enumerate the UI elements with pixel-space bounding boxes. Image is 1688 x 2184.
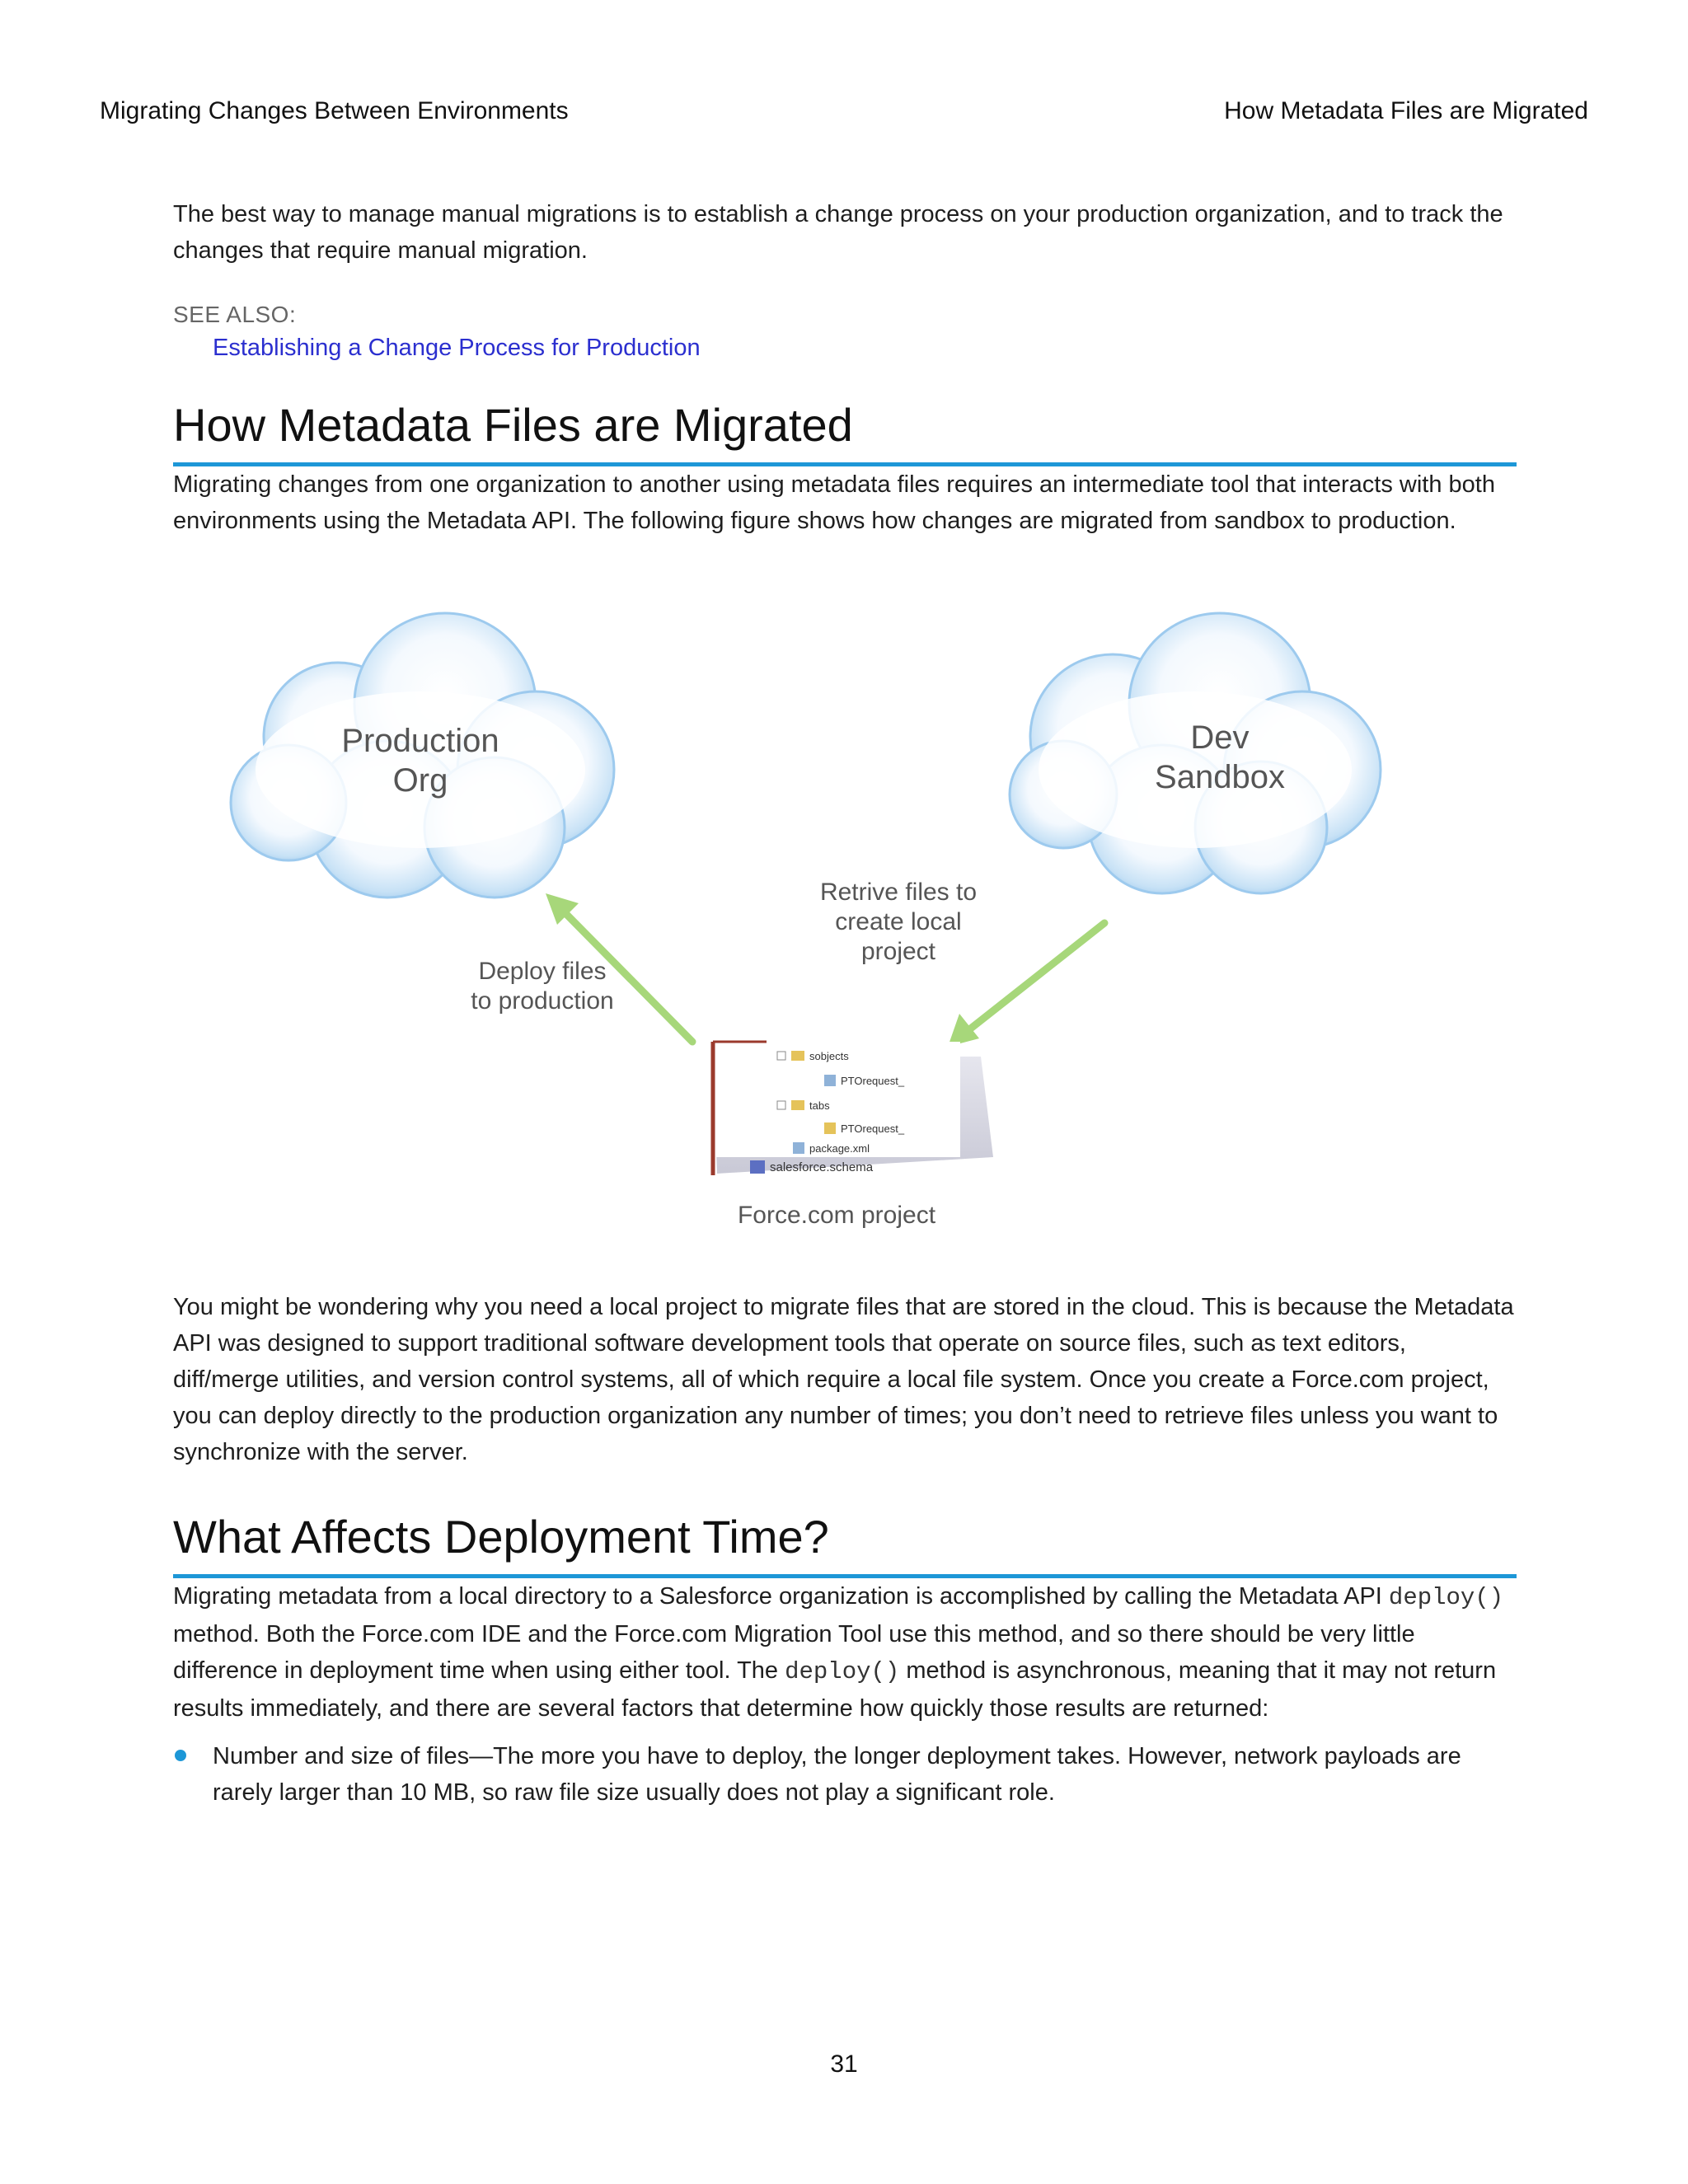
schema-icon — [750, 1160, 765, 1174]
retrieve-label-line1: Retrive files to — [819, 879, 978, 906]
header-section-title: How Metadata Files are Migrated — [1224, 97, 1588, 124]
production-cloud-line1: Production — [341, 723, 499, 759]
production-cloud — [231, 613, 614, 898]
see-also-label: SEE ALSO: — [173, 302, 297, 327]
project-screenshot — [713, 1042, 993, 1229]
running-header — [100, 97, 1588, 125]
dev-cloud-line1: Dev — [1190, 719, 1250, 756]
tree-item-sobjects: sobjects — [809, 1050, 849, 1062]
file-icon — [824, 1122, 836, 1134]
heading-metadata-migration: How Metadata Files are Migrated — [173, 396, 1517, 466]
local-project-paragraph: You might be wondering why you need a local project to migrate files that are stored in the cloud. This is because the Metadata API was designed to support traditional software development tools that operate on source files, such as text editors, diff/merge utilities, and version control systems, all of which require a local file system. Once you create a Force.com project, you can deploy directly to the production organization any number of times; you don’t need to retrieve files unless you want to synchronize with the server. — [173, 1294, 1514, 1465]
production-cloud-line2: Org — [392, 762, 448, 799]
deploy-method-code-2: deploy() — [785, 1658, 900, 1685]
tree-item-tabs: tabs — [809, 1099, 830, 1112]
list-item — [173, 1738, 1517, 1811]
folder-icon — [791, 1100, 804, 1110]
deployment-factors-list — [173, 1738, 1517, 1811]
deploy-label-line1: Deploy files — [478, 958, 607, 985]
deploy-method-code-1: deploy() — [1388, 1584, 1504, 1611]
deployment-time-paragraph — [173, 1578, 1517, 1727]
header-chapter-title: Migrating Changes Between Environments — [100, 97, 569, 124]
bullet-icon — [175, 1750, 186, 1761]
deployment-text-2: method. Both the Force.com IDE and the Force.com Migration Tool use this method, and so there should be very little difference in deployment time when using either tool. The — [173, 1621, 1415, 1684]
deployment-text-3: method is asynchronous, meaning that it may not return results immediately, and there are several factors that determine how quickly those results are returned: — [173, 1657, 1497, 1722]
xml-file-icon — [793, 1142, 804, 1154]
file-icon — [824, 1075, 836, 1086]
tree-item-ptorequest-1: PTOrequest_ — [841, 1075, 905, 1087]
deploy-label-line2: to production — [471, 987, 614, 1015]
dev-cloud — [1010, 613, 1381, 893]
dev-cloud-line2: Sandbox — [1155, 759, 1285, 795]
deployment-text-1: Migrating metadata from a local directory to a Salesforce organization is accomplished by calling the Metadata API — [173, 1583, 1389, 1610]
see-also-link[interactable]: Establishing a Change Process for Production — [213, 335, 701, 361]
intro-paragraph: The best way to manage manual migrations is to establish a change process on your production organization, and to track the changes that require manual migration. — [173, 201, 1503, 264]
bullet-text: Number and size of files—The more you have to deploy, the longer deployment takes. However, network payloads are rarely larger than 10 MB, so raw file size usually does not play a significant role. — [213, 1743, 1461, 1806]
tree-item-ptorequest-2: PTOrequest_ — [841, 1122, 905, 1135]
heading-deployment-time: What Affects Deployment Time? — [173, 1508, 1517, 1578]
project-caption: Force.com project — [737, 1202, 936, 1229]
page-content — [173, 196, 1517, 1811]
retrieve-label-line2: create local — [835, 908, 962, 935]
migration-diagram — [173, 547, 1517, 1289]
page-number: 31 — [830, 2050, 858, 2078]
retrieve-label-line3: project — [860, 938, 936, 965]
folder-icon — [791, 1051, 804, 1061]
tree-item-salesforce-schema: salesforce.schema — [770, 1160, 874, 1174]
migration-figure — [173, 547, 1517, 1289]
metadata-paragraph: Migrating changes from one organization to another using metadata files requires an intermediate tool that interacts with both environments using the Metadata API. The following figure shows how changes are migrated from sandbox to production. — [173, 471, 1495, 534]
retrieve-arrow — [948, 923, 1104, 1047]
tree-item-package-xml: package.xml — [809, 1142, 870, 1155]
